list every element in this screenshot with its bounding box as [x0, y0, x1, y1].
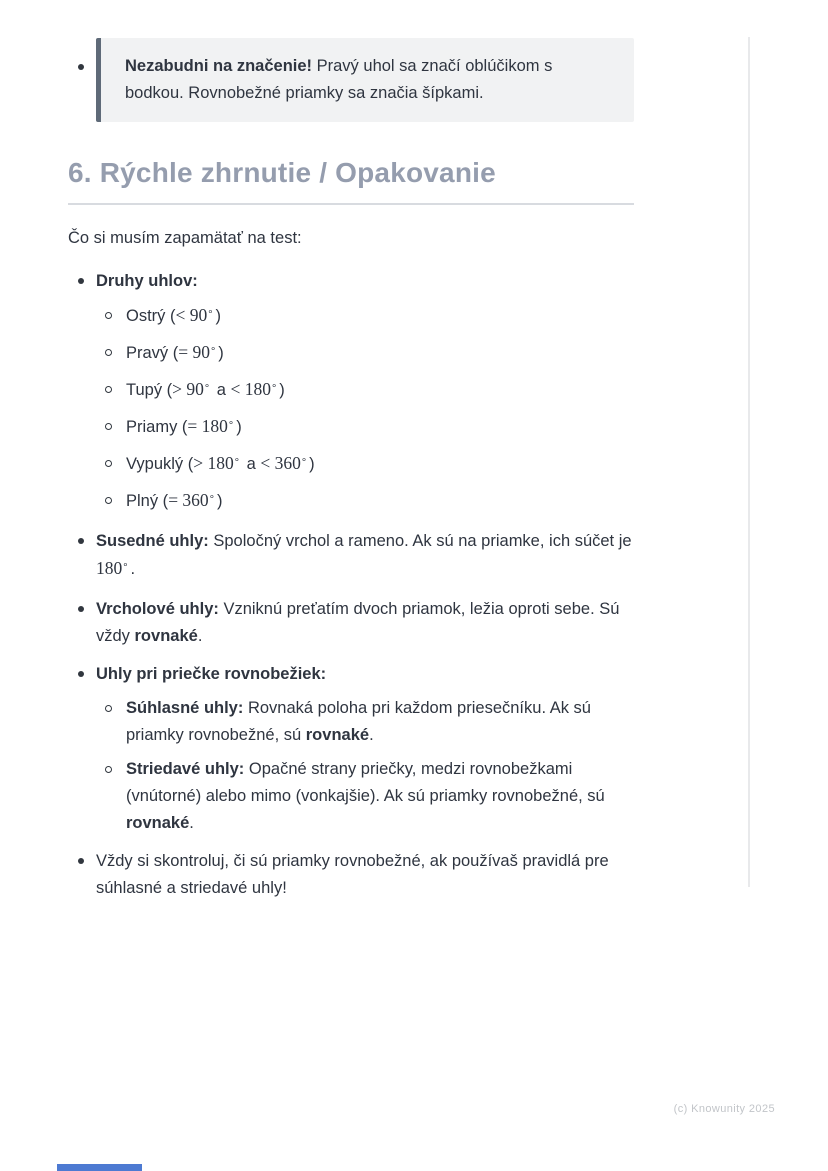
- nested-list-item: [96, 487, 634, 517]
- bullet-circle-icon: [105, 312, 112, 319]
- degree-symbol: ∘: [207, 307, 214, 318]
- callout-list-item: [68, 38, 634, 122]
- nested-list-item: [96, 376, 634, 406]
- nested-item-text: Priamy (= 180∘ ): [126, 416, 242, 436]
- document-content: [68, 38, 634, 902]
- bullet-disc-icon: [78, 858, 84, 864]
- list-item-text: [96, 596, 634, 650]
- list-item-text: [96, 528, 634, 585]
- degree-symbol: ∘: [300, 455, 308, 466]
- callout-box: [96, 38, 634, 122]
- page-right-divider: [748, 37, 750, 887]
- degree-symbol: ∘: [227, 418, 235, 429]
- list-item: [68, 661, 634, 837]
- callout-text: [125, 53, 614, 107]
- bullet-circle-icon: [105, 349, 112, 356]
- degree-symbol: ∘: [210, 344, 217, 355]
- bullet-circle-icon: [105, 423, 112, 430]
- nested-list-item: [96, 339, 634, 369]
- list-item-text: [96, 661, 634, 837]
- degree-symbol: ∘: [208, 492, 215, 503]
- list-item: [68, 268, 634, 517]
- nested-list: [96, 302, 634, 517]
- nested-item-text: Súhlasné uhly: Rovnaká poloha pri každom priesečníku. Ak sú priamky rovnobežné, sú rovnaké.: [126, 699, 591, 744]
- bullet-circle-icon: [105, 460, 112, 467]
- list-item-line: Uhly pri priečke rovnobežiek:: [96, 665, 327, 683]
- degree-symbol: ∘: [271, 381, 278, 392]
- list-item: [68, 596, 634, 650]
- bottom-accent-bar: [57, 1164, 142, 1171]
- nested-item-text: Vypuklý (> 180∘ a < 360∘ ): [126, 453, 315, 473]
- bullet-disc-icon: [78, 671, 84, 677]
- list-item-line: Vždy si skontroluj, či sú priamky rovnobežné, ak používaš pravidlá pre súhlasné a striedavé uhly!: [96, 852, 609, 897]
- bullet-disc-icon: [78, 606, 84, 612]
- footer-copyright: (c) Knowunity 2025: [673, 1103, 775, 1115]
- nested-item-text: Ostrý (< 90∘ ): [126, 305, 222, 325]
- section-heading: 6. Rýchle zhrnutie / Opakovanie: [68, 156, 634, 205]
- nested-list-item: [96, 302, 634, 332]
- bullet-circle-icon: [105, 497, 112, 504]
- nested-list-item: [96, 413, 634, 443]
- intro-paragraph: Čo si musím zapamätať na test:: [68, 229, 302, 247]
- callout-bold-text: Nezabudni na značenie!: [125, 57, 313, 75]
- list-item-line: Susedné uhly: Spoločný vrchol a rameno. Ak sú na priamke, ich súčet je 180∘ .: [96, 532, 632, 578]
- callout-body-text: Pravý uhol sa značí oblúčikom s bodkou. Rovnobežné priamky sa značia šípkami.: [125, 57, 553, 102]
- nested-item-text: Tupý (> 90∘ a < 180∘ ): [126, 379, 285, 399]
- list-item-line: Vrcholové uhly: Vzniknú preťatím dvoch priamok, ležia oproti sebe. Sú vždy rovnaké.: [96, 600, 620, 645]
- nested-item-text: Pravý (= 90∘ ): [126, 342, 224, 362]
- nested-item-text: Striedavé uhly: Opačné strany priečky, medzi rovnobežkami (vnútorné) alebo mimo (vonkajšie). Ak sú priamky rovnobežné, sú rovnaké.: [126, 760, 605, 832]
- nested-list-item: [96, 756, 634, 837]
- degree-symbol: ∘: [203, 381, 211, 392]
- bullet-disc-icon: [78, 64, 84, 70]
- summary-list: [68, 268, 634, 902]
- nested-list-item: [96, 450, 634, 480]
- list-item: [68, 848, 634, 902]
- degree-symbol: ∘: [233, 455, 241, 466]
- bullet-circle-icon: [105, 386, 112, 393]
- list-item-text: [96, 268, 634, 517]
- bullet-disc-icon: [78, 278, 84, 284]
- bullet-circle-icon: [105, 705, 112, 712]
- nested-item-text: Plný (= 360∘ ): [126, 490, 223, 510]
- nested-list: [96, 695, 634, 837]
- bullet-disc-icon: [78, 538, 84, 544]
- nested-list-item: [96, 695, 634, 749]
- bullet-circle-icon: [105, 766, 112, 773]
- degree-symbol: ∘: [122, 560, 129, 571]
- list-item-text: [96, 848, 634, 902]
- list-item-line: Druhy uhlov:: [96, 272, 198, 290]
- list-item: [68, 528, 634, 585]
